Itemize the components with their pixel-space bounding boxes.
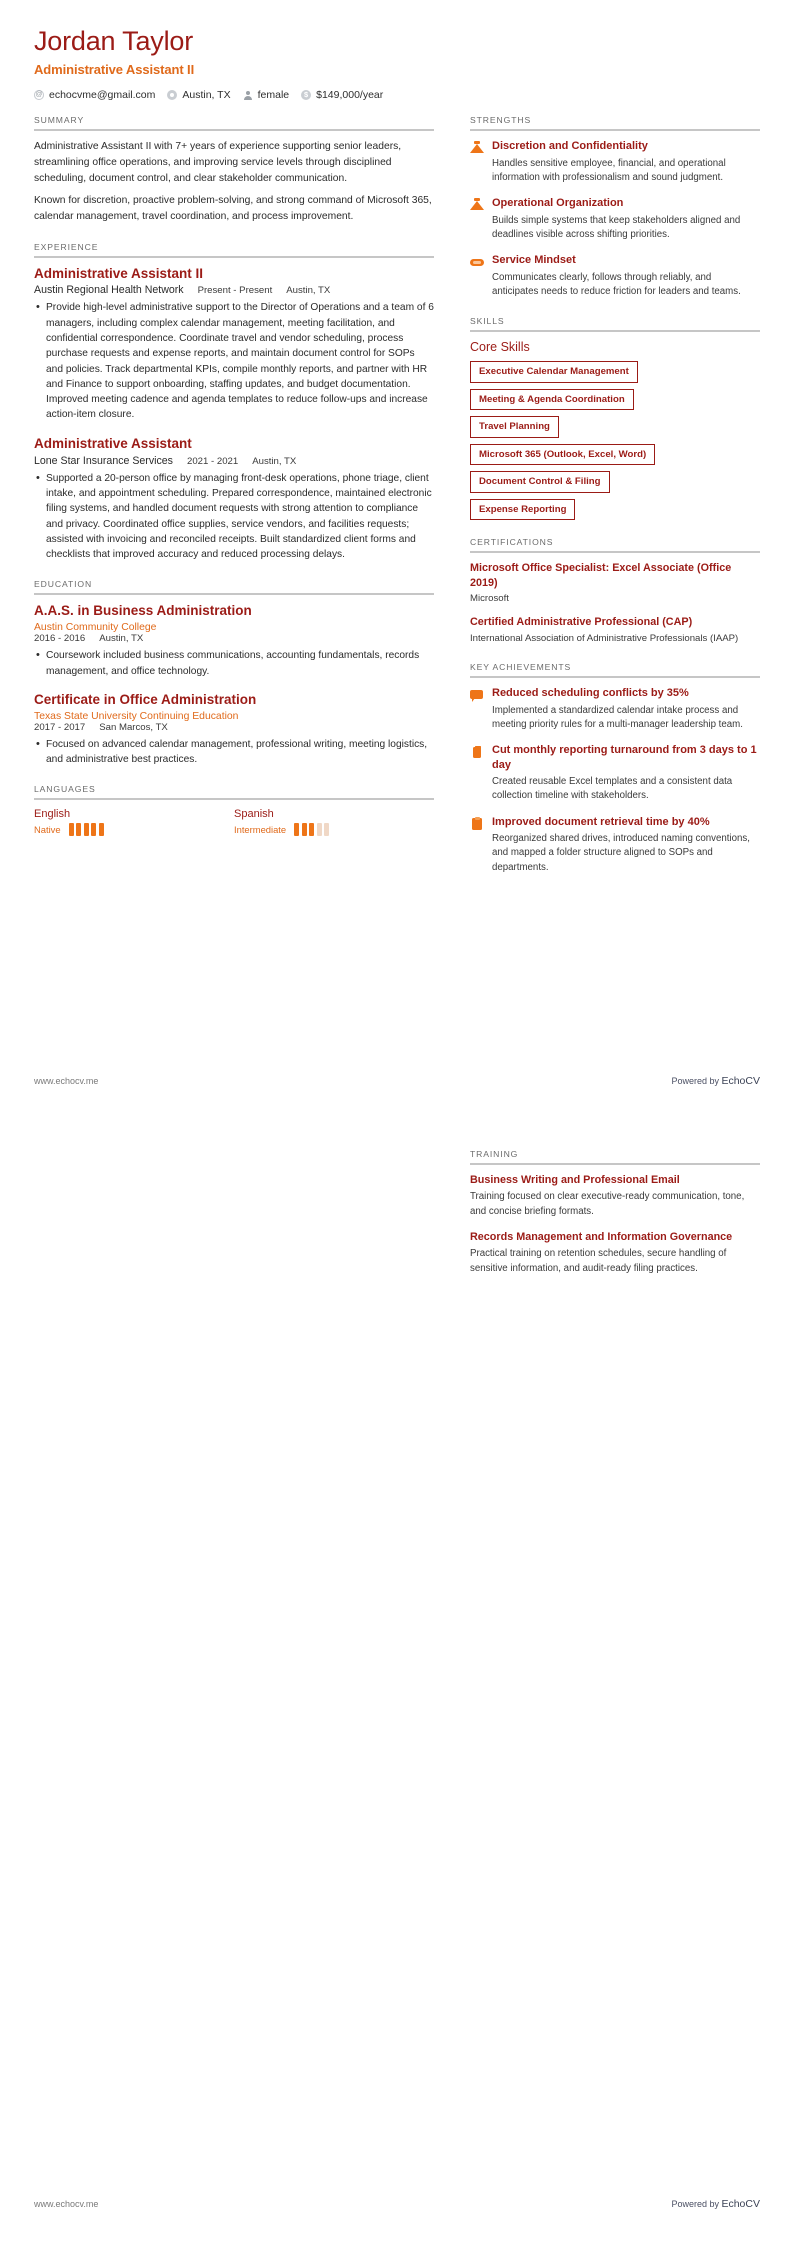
resume-header bbox=[34, 26, 760, 101]
section-label-certifications: CERTIFICATIONS bbox=[470, 537, 554, 548]
skill-tag[interactable]: Document Control & Filing bbox=[470, 471, 610, 493]
education-dates: 2016 - 2016 bbox=[34, 633, 86, 645]
strength-description: Handles sensitive employee, financial, and operational information with professionalism and sound judgment. bbox=[492, 157, 726, 183]
section-training bbox=[470, 1149, 760, 1276]
section-divider bbox=[470, 330, 760, 332]
location-pin-icon bbox=[167, 90, 177, 100]
achievement-description: Implemented a standardized calendar intake process and meeting priority rules for a multi-manager leadership team. bbox=[492, 704, 743, 730]
email-icon bbox=[34, 90, 44, 100]
level-bar bbox=[302, 823, 307, 836]
section-label-achievements: KEY ACHIEVEMENTS bbox=[470, 662, 572, 673]
candidate-job-title: Administrative Assistant II bbox=[34, 62, 195, 78]
right-column bbox=[470, 115, 760, 875]
strength-description: Communicates clearly, follows through reliably, and anticipates needs to reduce friction for leaders and teams. bbox=[492, 271, 741, 297]
section-label-education: EDUCATION bbox=[34, 579, 93, 590]
salary-icon bbox=[301, 90, 311, 100]
box-icon bbox=[470, 745, 484, 760]
certification-org: Microsoft bbox=[470, 592, 509, 604]
strength-title: Operational Organization bbox=[492, 197, 624, 210]
skill-tag[interactable]: Expense Reporting bbox=[470, 499, 575, 521]
footer-website[interactable]: www.echocv.me bbox=[34, 1076, 99, 1086]
section-label-summary: SUMMARY bbox=[34, 115, 85, 126]
language-item bbox=[34, 808, 234, 836]
education-entry bbox=[34, 692, 434, 767]
summary-paragraph: Administrative Assistant II with 7+ years of experience supporting senior leaders, streamlining office operations, and improving service levels through disciplined scheduling, document control, and clear stakeholder communication. bbox=[34, 141, 402, 184]
achievement-title: Reduced scheduling conflicts by 35% bbox=[492, 687, 689, 700]
language-level: Intermediate bbox=[234, 824, 287, 836]
experience-bullets bbox=[34, 471, 434, 563]
language-name: English bbox=[34, 808, 71, 821]
education-bullet: • Coursework included business communications, accounting fundamentals, records management, and office technology. bbox=[34, 648, 434, 679]
footer-website[interactable]: www.echocv.me bbox=[34, 2199, 99, 2209]
section-divider bbox=[34, 129, 434, 131]
experience-bullets bbox=[34, 300, 434, 422]
language-item bbox=[234, 808, 434, 836]
training-name: Records Management and Information Governance bbox=[470, 1230, 733, 1243]
page-footer bbox=[34, 2198, 760, 2210]
education-meta bbox=[34, 722, 434, 733]
section-label-strengths: STRENGTHS bbox=[470, 115, 532, 126]
certification-item bbox=[470, 561, 760, 605]
contact-gender-value: female bbox=[257, 89, 290, 102]
section-divider bbox=[34, 593, 434, 595]
achievement-description: Created reusable Excel templates and a consistent data collection timeline with stakeholders. bbox=[492, 775, 733, 802]
experience-title: Administrative Assistant bbox=[34, 435, 192, 451]
certification-item bbox=[470, 615, 760, 645]
section-divider bbox=[470, 129, 760, 131]
achievement-title: Improved document retrieval time by 40% bbox=[492, 815, 710, 828]
candidate-name: Jordan Taylor bbox=[34, 26, 193, 56]
level-bar bbox=[69, 823, 74, 836]
contact-location-value: Austin, TX bbox=[182, 89, 231, 102]
section-summary bbox=[34, 115, 434, 224]
experience-bullet: • Supported a 20-person office by managing front-desk operations, phone triage, client intake, and appointment scheduling. Prepared correspondence, maintained electronic filing systems, and handled document requests with strong attention to compliance and privacy. Coordinated office supplies, service vendors, and facilities requests; assisted with invoicing and reconciled receipts. Built standardized client forms and checklists that improved accuracy and reduced processing delays. bbox=[34, 471, 434, 563]
education-title: Certificate in Office Administration bbox=[34, 691, 257, 707]
resume-page-2 bbox=[0, 1123, 794, 2246]
section-label-training: TRAINING bbox=[470, 1149, 519, 1159]
experience-org: Austin Regional Health Network bbox=[34, 284, 184, 297]
experience-location: Austin, TX bbox=[286, 285, 331, 297]
contact-email[interactable] bbox=[34, 89, 155, 101]
section-label-experience: EXPERIENCE bbox=[34, 241, 99, 252]
section-label-skills: SKILLS bbox=[470, 316, 505, 327]
education-bullets bbox=[34, 648, 434, 679]
education-org: Austin Community College bbox=[34, 622, 157, 634]
footer-powered-label: Powered by bbox=[671, 1076, 722, 1086]
level-bar bbox=[309, 823, 314, 836]
education-bullets bbox=[34, 737, 434, 768]
training-item bbox=[470, 1173, 760, 1219]
contact-salary-value: $149,000/year bbox=[316, 89, 384, 102]
experience-location: Austin, TX bbox=[252, 455, 297, 467]
chat-bubble-icon bbox=[470, 688, 484, 703]
language-level-row bbox=[234, 823, 434, 836]
education-meta bbox=[34, 633, 434, 644]
level-bar bbox=[294, 823, 299, 836]
section-divider bbox=[470, 676, 760, 678]
training-name: Business Writing and Professional Email bbox=[470, 1174, 680, 1186]
education-location: San Marcos, TX bbox=[99, 721, 168, 733]
section-divider bbox=[34, 798, 434, 800]
section-education bbox=[34, 579, 434, 767]
strength-item bbox=[470, 253, 760, 299]
experience-meta bbox=[34, 284, 434, 296]
contact-gender bbox=[243, 89, 290, 101]
flask-icon bbox=[470, 141, 484, 156]
education-entry bbox=[34, 603, 434, 678]
footer-brand bbox=[671, 2198, 760, 2210]
contact-location bbox=[167, 89, 230, 101]
strength-description: Builds simple systems that keep stakeholders aligned and deadlines visible across shifting priorities. bbox=[492, 214, 741, 240]
education-dates: 2017 - 2017 bbox=[34, 721, 86, 733]
section-certifications bbox=[470, 537, 760, 645]
capsule-icon bbox=[470, 255, 484, 270]
achievement-title: Cut monthly reporting turnaround from 3 days to 1 day bbox=[492, 744, 757, 771]
right-column-page2 bbox=[470, 1149, 760, 1276]
achievement-item bbox=[470, 743, 760, 803]
page-footer bbox=[34, 1075, 760, 1087]
person-icon bbox=[243, 90, 253, 100]
experience-entry bbox=[34, 436, 434, 563]
languages-grid bbox=[34, 808, 434, 836]
experience-dates: 2021 - 2021 bbox=[186, 455, 239, 467]
strength-title: Service Mindset bbox=[492, 254, 576, 267]
summary-paragraph: Known for discretion, proactive problem-solving, and strong command of Microsoft 365, calendar management, travel coordination, and process improvement. bbox=[34, 195, 432, 222]
section-experience bbox=[34, 242, 434, 563]
contact-salary bbox=[301, 89, 383, 101]
experience-title: Administrative Assistant II bbox=[34, 265, 204, 281]
clipboard-icon bbox=[470, 817, 484, 832]
contact-email-value: echocvme@gmail.com bbox=[49, 89, 156, 102]
training-item bbox=[470, 1230, 760, 1276]
level-bar bbox=[76, 823, 81, 836]
achievement-item bbox=[470, 815, 760, 875]
footer-powered-label: Powered by bbox=[671, 2199, 722, 2209]
level-bar bbox=[317, 823, 322, 836]
skill-tag[interactable]: Meeting & Agenda Coordination bbox=[470, 389, 634, 411]
strength-item bbox=[470, 139, 760, 185]
strength-item bbox=[470, 196, 760, 242]
certification-name: Microsoft Office Specialist: Excel Associate (Office 2019) bbox=[470, 562, 732, 589]
section-languages bbox=[34, 784, 434, 836]
level-bar bbox=[99, 823, 104, 836]
education-org: Texas State University Continuing Education bbox=[34, 710, 239, 722]
language-name: Spanish bbox=[234, 808, 274, 821]
footer-brand-name: EchoCV bbox=[721, 2198, 760, 2210]
experience-bullet: • Provide high-level administrative support to the Director of Operations and a team of 6 managers, including complex calendar management, meeting facilitation, and confidential correspondence. Coordinate travel and vendor scheduling, process purchase requests and expense reports, and maintain document control for SOPs and policies. Track departmental KPIs, compile monthly reports, and partner with HR and Finance to support onboarding, staffing updates, and budget documentation. Improved meeting cadence and agenda templates to reduce follow-ups and increase action-item closure. bbox=[34, 300, 434, 422]
experience-org: Lone Star Insurance Services bbox=[34, 454, 173, 467]
education-bullet: • Focused on advanced calendar management, professional writing, meeting logistics, and administrative best practices. bbox=[34, 737, 434, 768]
experience-entry bbox=[34, 266, 434, 423]
experience-meta bbox=[34, 455, 434, 467]
skill-tag[interactable]: Microsoft 365 (Outlook, Excel, Word) bbox=[470, 444, 655, 466]
contact-row bbox=[34, 89, 760, 101]
flask-icon bbox=[470, 198, 484, 213]
skill-tag[interactable]: Travel Planning bbox=[470, 416, 559, 438]
section-divider bbox=[34, 256, 434, 258]
language-level-bars bbox=[69, 823, 104, 836]
level-bar bbox=[84, 823, 89, 836]
training-description: Practical training on retention schedules, secure handling of sensitive information, and audit-ready filing practices. bbox=[470, 1248, 727, 1274]
footer-brand bbox=[671, 1075, 760, 1087]
section-label-languages: LANGUAGES bbox=[34, 784, 96, 795]
training-description: Training focused on clear executive-ready communication, tone, and concise briefing formats. bbox=[470, 1191, 745, 1217]
strength-title: Discretion and Confidentiality bbox=[492, 140, 648, 153]
skill-tag[interactable]: Executive Calendar Management bbox=[470, 361, 638, 383]
achievement-description: Reorganized shared drives, introduced naming conventions, and mapped a folder structure aligned to SOPs and departments. bbox=[492, 832, 750, 873]
footer-brand-name: EchoCV bbox=[721, 1075, 760, 1087]
language-level-bars bbox=[294, 823, 329, 836]
left-column bbox=[34, 115, 434, 836]
section-strengths bbox=[470, 115, 760, 299]
education-title: A.A.S. in Business Administration bbox=[34, 603, 252, 619]
language-level-row bbox=[34, 823, 234, 836]
certification-name: Certified Administrative Professional (CAP) bbox=[470, 616, 693, 629]
section-divider bbox=[470, 551, 760, 553]
certification-org: International Association of Administrative Professionals (IAAP) bbox=[470, 632, 739, 644]
section-skills bbox=[470, 316, 760, 520]
skill-tag-list bbox=[470, 361, 760, 520]
section-divider bbox=[470, 1163, 760, 1165]
achievement-item bbox=[470, 686, 760, 732]
language-level: Native bbox=[34, 824, 61, 836]
section-key-achievements bbox=[470, 662, 760, 875]
level-bar bbox=[91, 823, 96, 836]
education-location: Austin, TX bbox=[99, 633, 144, 645]
experience-dates: Present - Present bbox=[197, 285, 273, 297]
skills-group-title: Core Skills bbox=[470, 340, 530, 355]
level-bar bbox=[324, 823, 329, 836]
